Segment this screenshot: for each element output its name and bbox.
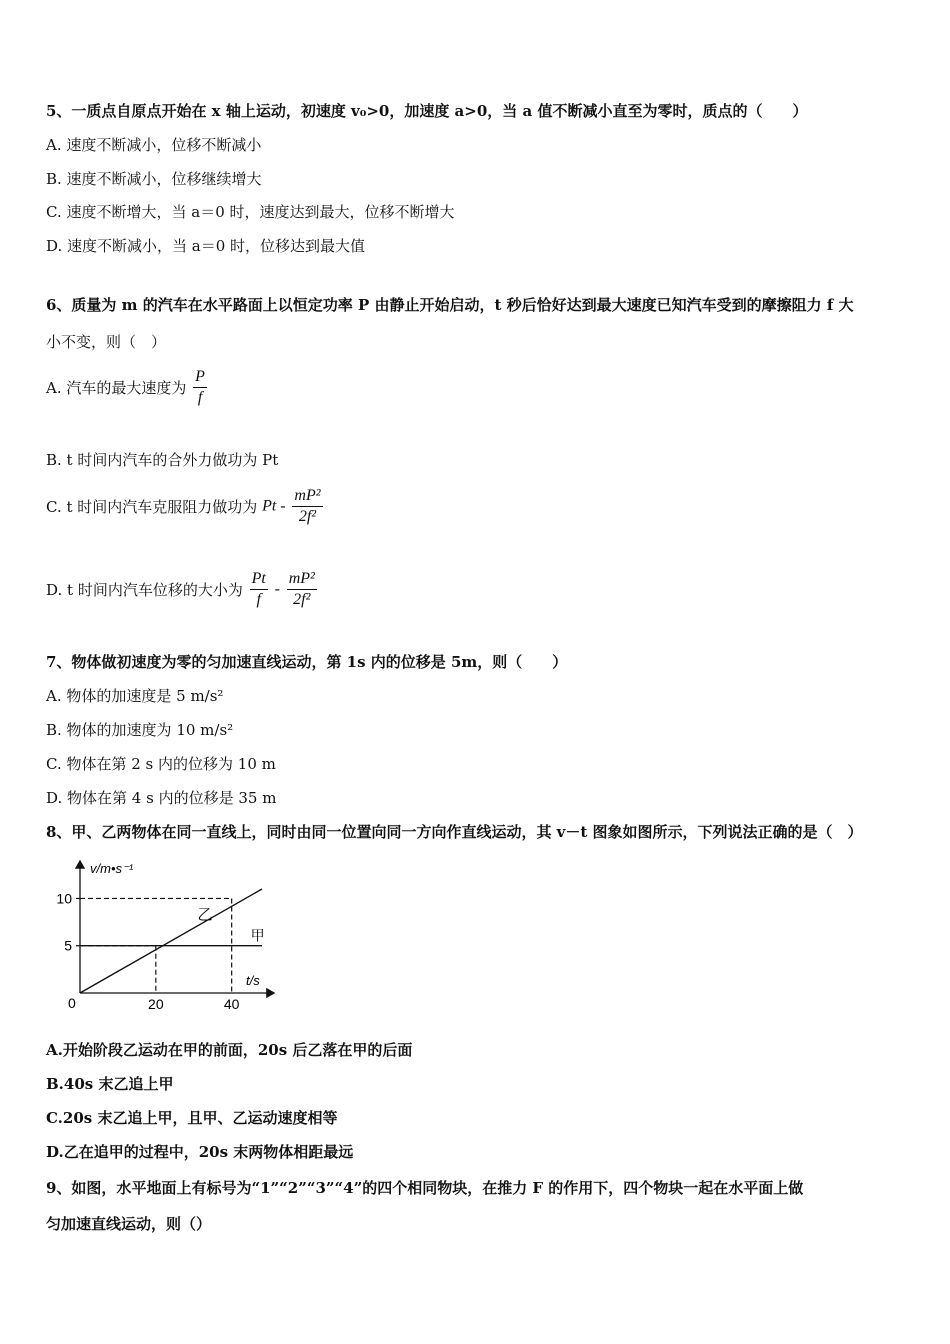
q8-stem: 8、甲、乙两物体在同一直线上，同时由同一位置向同一方向作直线运动，其 v－t 图象如图所示，下列说法正确的是（ ） (46, 823, 863, 841)
fraction-numerator: mP² (287, 570, 317, 590)
fraction-denominator: f (256, 591, 261, 608)
y-axis-label: v/m•s⁻¹ (90, 861, 134, 876)
series-label-jia: 甲 (250, 928, 265, 945)
vt-graph (46, 855, 286, 1015)
q5-option-a: A. 速度不断减小，位移不断减小 (46, 136, 262, 154)
q6-option-c-text: C. t 时间内汽车克服阻力做功为 (46, 498, 258, 516)
q6-option-d-fraction-1 (250, 570, 268, 609)
y-tick-label-0: 5 (64, 937, 72, 954)
q6-option-d (46, 570, 319, 609)
fraction-denominator: f (197, 389, 203, 406)
series-label-yi: 乙 (197, 905, 213, 924)
q7-option-c: C. 物体在第 2 s 内的位移为 10 m (46, 755, 276, 773)
x-tick-label-0: 20 (148, 996, 164, 1012)
q7-stem: 7、物体做初速度为零的匀加速直线运动，第 1s 内的位移是 5m，则（ ） (46, 653, 568, 671)
q9-stem-line1: 9、如图，水平地面上有标号为“1”“2”“3”“4”的四个相同物块，在推力 F 的作用下，四个物块一起在水平面上做 (46, 1179, 804, 1197)
q6-option-d-text: D. t 时间内汽车位移的大小为 (46, 581, 243, 599)
x-axis-label: t/s (246, 973, 260, 988)
fraction-numerator: P (193, 368, 207, 388)
q8-option-b: B.40s 末乙追上甲 (46, 1075, 174, 1093)
q6-option-a-text: A. 汽车的最大速度为 (46, 379, 187, 397)
fraction-denominator: 2f² (293, 591, 311, 608)
q7-option-d: D. 物体在第 4 s 内的位移是 35 m (46, 789, 277, 807)
q6-stem-line2: 小不变，则（ ） (46, 333, 167, 351)
q6-option-c-lead: Pt - (262, 497, 286, 515)
fraction-numerator: mP² (292, 487, 322, 507)
series-line-1 (80, 889, 262, 993)
q8-option-a: A.开始阶段乙运动在甲的前面，20s 后乙落在甲的后面 (46, 1041, 413, 1059)
q7-option-a: A. 物体的加速度是 5 m/s² (46, 687, 224, 705)
q6-option-d-fraction-2 (287, 570, 317, 609)
q6-option-c-fraction (292, 487, 322, 526)
fraction-denominator: 2f² (298, 508, 317, 525)
minus-sign: - (274, 580, 280, 598)
y-tick-label-1: 10 (56, 890, 72, 907)
x-tick-label-1: 40 (223, 996, 240, 1012)
q8-option-d: D.乙在追甲的过程中，20s 末两物体相距最远 (46, 1143, 354, 1161)
q9-stem-line2: 匀加速直线运动，则（） (46, 1215, 212, 1233)
q7-option-b: B. 物体的加速度为 10 m/s² (46, 721, 234, 739)
q6-option-a-fraction (193, 368, 207, 407)
fraction-numerator: Pt (250, 570, 268, 590)
q5-option-d: D. 速度不断减小，当 a＝0 时，位移达到最大值 (46, 237, 366, 255)
q6-option-a (46, 368, 209, 407)
origin-label: 0 (68, 995, 76, 1011)
q5-option-c: C. 速度不断增大，当 a＝0 时，速度达到最大，位移不断增大 (46, 203, 455, 221)
q6-stem-line1: 6、质量为 m 的汽车在水平路面上以恒定功率 P 由静止开始启动，t 秒后恰好达到最大速度已知汽车受到的摩擦阻力 f 大 (46, 296, 854, 314)
q6-option-c (46, 487, 325, 526)
q8-option-c: C.20s 末乙追上甲，且甲、乙运动速度相等 (46, 1109, 338, 1127)
q6-option-b: B. t 时间内汽车的合外力做功为 Pt (46, 451, 279, 469)
q5-option-b: B. 速度不断减小，位移继续增大 (46, 170, 262, 188)
q5-stem: 5、一质点自原点开始在 x 轴上运动，初速度 v₀>0，加速度 a>0，当 a 值不断减小直至为零时，质点的（ ） (46, 102, 808, 120)
